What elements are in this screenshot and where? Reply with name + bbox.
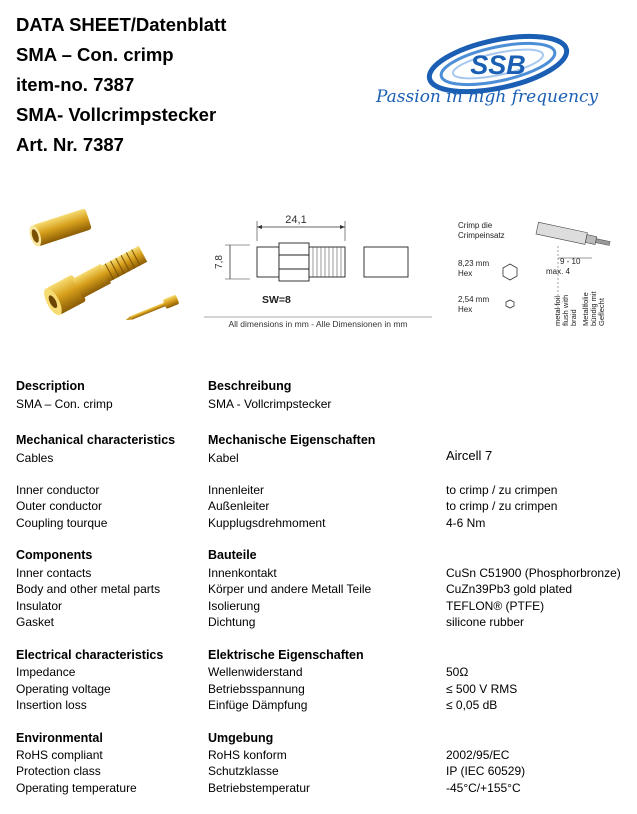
spec-label-de: RoHS konform <box>208 748 287 762</box>
spec-label-de: Dichtung <box>208 615 256 629</box>
crimp-title-1: Crimp die <box>458 221 493 230</box>
section-title-en: Mechanical characteristics <box>16 433 176 447</box>
hex-small-size: 2,54 mm <box>458 295 490 304</box>
spec-label-de: Körper und andere Metall Teile <box>208 582 372 596</box>
diameter-dimension: 7,8 <box>214 255 225 269</box>
spec-value: to crimp / zu crimpen <box>446 483 558 497</box>
foil-note-3: braid <box>569 309 578 326</box>
hex-small-icon <box>506 300 514 308</box>
product-photo <box>26 205 191 330</box>
item-number-en: item-no. 7387 <box>16 74 135 95</box>
spec-label-de: Wellenwiderstand <box>208 665 303 679</box>
foil-note-6: Geflecht <box>597 298 606 326</box>
spec-label-en: Outer conductor <box>16 499 103 513</box>
logo-brand: SSB <box>470 50 526 80</box>
spec-value: ≤ 500 V RMS <box>446 682 518 696</box>
section-title-de: Beschreibung <box>208 379 292 393</box>
foil-note-2: flush with <box>561 294 570 326</box>
spec-label-en: SMA – Con. crimp <box>16 397 113 411</box>
section-title-de: Umgebung <box>208 731 274 745</box>
wrench-size: SW=8 <box>262 294 291 306</box>
spec-value: CuZn39Pb3 gold plated <box>446 582 573 596</box>
dimension-drawing <box>200 207 436 333</box>
spec-label-en: Body and other metal parts <box>16 582 161 596</box>
spec-label-en: Operating voltage <box>16 682 111 696</box>
ssb-logo <box>370 30 600 125</box>
section-title-en: Electrical characteristics <box>16 648 164 662</box>
spec-label-en: Cables <box>16 451 54 465</box>
spec-value: Aircell 7 <box>446 448 493 463</box>
inner-pin-icon <box>124 295 180 325</box>
dimension-caption: All dimensions in mm - Alle Dimensionen in mm <box>228 319 408 329</box>
connector-outline-icon <box>257 243 408 281</box>
crimp-detail-drawing <box>454 218 619 330</box>
spec-label-en: Inner contacts <box>16 566 92 580</box>
section-title-en: Description <box>16 379 85 393</box>
section-title-de: Elektrische Eigenschaften <box>208 648 364 662</box>
section-title-de: Mechanische Eigenschaften <box>208 433 376 447</box>
spec-label-en: Insertion loss <box>16 698 87 712</box>
connector-body-icon <box>41 241 150 318</box>
crimp-ferrule-icon <box>27 208 92 248</box>
spec-label-en: Operating temperature <box>16 781 137 795</box>
spec-label-de: Betriebsspannung <box>208 682 305 696</box>
spec-label-de: Innenleiter <box>208 483 265 497</box>
foil-note-1: metal foil <box>553 295 562 326</box>
spec-value: silicone rubber <box>446 615 525 629</box>
spec-label-en: Gasket <box>16 615 55 629</box>
spec-label-en: Insulator <box>16 599 63 613</box>
title-block <box>16 10 226 160</box>
spec-value: to crimp / zu crimpen <box>446 499 558 513</box>
spec-label-de: Schutzklasse <box>208 764 279 778</box>
spec-label-de: Außenleiter <box>208 499 270 513</box>
spec-label-de: Isolierung <box>208 599 261 613</box>
spec-value: 2002/95/EC <box>446 748 510 762</box>
spec-label-en: Protection class <box>16 764 101 778</box>
spec-label-en: Impedance <box>16 665 76 679</box>
spec-label-de: Kupplugsdrehmoment <box>208 516 326 530</box>
logo-tagline: Passion in high frequency <box>376 87 599 107</box>
hex-large-label: Hex <box>458 269 473 278</box>
spec-label-de: SMA - Vollcrimpstecker <box>208 397 332 411</box>
spec-value: TEFLON® (PTFE) <box>446 599 545 613</box>
spec-value: 50Ω <box>446 665 469 679</box>
section-title-de: Bauteile <box>208 548 257 562</box>
stripped-cable-icon <box>536 222 611 249</box>
spec-label-en: Coupling tourque <box>16 516 108 530</box>
foil-note-4: Metallfolie <box>581 292 590 326</box>
spec-value: -45°C/+155°C <box>446 781 521 795</box>
hex-large-icon <box>503 264 517 280</box>
spec-label-de: Betriebstemperatur <box>208 781 311 795</box>
spec-value: CuSn C51900 (Phosphorbronze) <box>446 566 621 580</box>
hex-large-size: 8,23 mm <box>458 259 490 268</box>
length-dimension: 24,1 <box>285 214 307 226</box>
product-name-de: SMA- Vollcrimpstecker <box>16 104 217 125</box>
strip-max: max. 4 <box>546 267 571 276</box>
spec-label-en: RoHS compliant <box>16 748 103 762</box>
section-title-en: Components <box>16 548 93 562</box>
document-title: DATA SHEET/Datenblatt <box>16 14 227 35</box>
strip-length: 9 - 10 <box>560 257 581 266</box>
crimp-title-2: Crimpeinsatz <box>458 231 505 240</box>
spec-value: IP (IEC 60529) <box>446 764 526 778</box>
item-number-de: Art. Nr. 7387 <box>16 134 124 155</box>
spec-label-de: Kabel <box>208 451 239 465</box>
spec-label-de: Innenkontakt <box>208 566 277 580</box>
foil-note <box>553 290 606 326</box>
section-title-en: Environmental <box>16 731 103 745</box>
hex-small-label: Hex <box>458 305 473 314</box>
spec-label-en: Inner conductor <box>16 483 100 497</box>
spec-value: ≤ 0,05 dB <box>446 698 498 712</box>
product-name-en: SMA – Con. crimp <box>16 44 174 65</box>
spec-value: 4-6 Nm <box>446 516 486 530</box>
spec-label-de: Einfüge Dämpfung <box>208 698 308 712</box>
foil-note-5: bündig mit <box>589 291 598 326</box>
